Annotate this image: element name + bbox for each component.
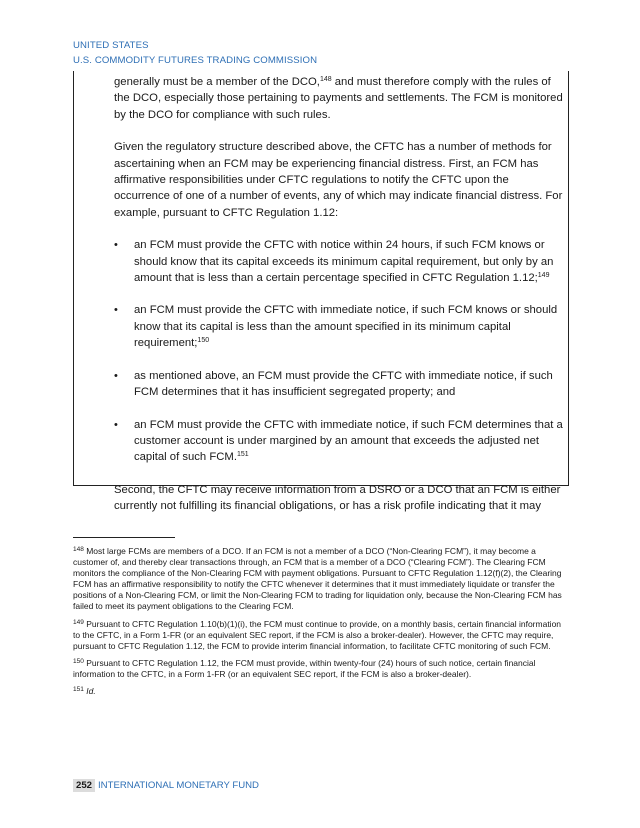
footnote-number: 149 [73, 618, 84, 626]
footnote-ref-150[interactable]: 150 [197, 337, 210, 345]
paragraph-3: Second, the CFTC may receive information from a DSRO or a DCO that an FCM is either currently not fulfilling its financial obligations, or has a risk profile indicating that it may [114, 483, 561, 513]
bullet-icon: • [114, 369, 118, 382]
page-number: 252 [73, 779, 95, 792]
bullet-1-text: an FCM must provide the CFTC with notice within 24 hours, if such FCM knows or should know that its capital exceeds its minimum capital requirement, but only by an amount that is less than a certain percentage specified in CFTC Regulation 1.12; [134, 239, 554, 285]
header-agency: U.S. COMMODITY FUTURES TRADING COMMISSION [73, 55, 318, 66]
bullet-item-1 [114, 237, 564, 286]
footnote-number: 150 [73, 657, 84, 665]
boxed-text-body [114, 74, 564, 515]
paragraph-1 [114, 74, 564, 123]
page-header [73, 38, 317, 68]
bullet-4-text: an FCM must provide the CFTC with immediate notice, if such FCM determines that a customer account is under margined by an amount that exceeds the adjusted net capital of such FCM. [134, 418, 563, 464]
footnote-ref-148[interactable]: 148 [319, 76, 332, 83]
footnote-151 [73, 686, 569, 697]
footnote-149 [73, 619, 569, 652]
bullet-icon: • [114, 239, 118, 252]
paragraph-1-text-a: generally must be a member of the DCO, [114, 76, 320, 88]
paragraph-2: Given the regulatory structure described above, the CFTC has a number of methods for ascertaining when an FCM may be experiencing financial distress. First, an FCM has affirmative responsibilities under CFTC regulations to notify the CFTC upon the occurrence of one of a number of events, any of which may indicate financial distress. For example, pursuant to CFTC Regulation 1.12: [114, 141, 563, 219]
bullet-item-2 [114, 302, 564, 351]
footnote-text: Pursuant to CFTC Regulation 1.12, the FCM must provide, within twenty-four (24) hours of such notice, certain financial information to the CFTC, in a Form 1-FR (or an equivalent SEC report, if the FCM is also a broker-dealer). [73, 657, 536, 679]
bullet-item-4 [114, 417, 564, 466]
footnote-150 [73, 658, 569, 680]
bullet-2-text: an FCM must provide the CFTC with immediate notice, if such FCM knows or should know that its capital is less than the amount specified in its minimum capital requirement; [134, 304, 558, 350]
footnote-text: Most large FCMs are members of a DCO. If an FCM is not a member of a DCO (“Non-Clearing FCM”), it may become a customer of, and thereby clear transactions through, an FCM that is a member of a DCO (“Clearing FCM”). The Clearing FCM monitors the compliance of the Non-Clearing FCM with payment obligations. Pursuant to CFTC Regulation 1.12(f)(2), the Clearing FCM has an affirmative responsibility to notify the CFTC whenever it determines that it must immediately liquidate or transfer the positions of a Non-Clearing FCM, or limit the Non-Clearing FCM to trading for liquidation only, because the Non-Clearing FCM has failed to meet its payment obligations to the Clearing FCM. [73, 546, 562, 612]
bullet-icon: • [114, 304, 118, 317]
footnotes-section [73, 546, 569, 703]
bullet-item-3 [114, 368, 564, 401]
bullet-icon: • [114, 418, 118, 431]
header-country: UNITED STATES [73, 40, 149, 51]
footnote-divider [73, 537, 175, 538]
footnote-148 [73, 546, 569, 613]
footnote-ref-151[interactable]: 151 [236, 451, 249, 459]
footnote-number: 148 [73, 546, 84, 553]
page-footer [73, 780, 259, 791]
bullet-3-text: as mentioned above, an FCM must provide the CFTC with immediate notice, if such FCM determines that it has insufficient segregated property; and [134, 369, 553, 399]
footnote-text: Pursuant to CFTC Regulation 1.10(b)(1)(i), the FCM must continue to provide, on a monthly basis, certain financial information to the CFTC, in a Form 1-FR (or an equivalent SEC report, if the FCM is also a broker-dealer). However, the CFTC may require, pursuant to CFTC Regulation 1.12, the FCM to provide interim financial information, to facilitate CFTC monitoring of such FCM. [73, 618, 562, 651]
footnote-text: Id. [86, 686, 96, 697]
paragraph-1-text-b: and must therefore comply with the rules of the DCO, especially those pertaining to payments and settlements. The FCM is monitored by the DCO for compliance with such rules. [114, 76, 563, 121]
footer-publisher: INTERNATIONAL MONETARY FUND [98, 780, 259, 791]
boxed-text-panel [73, 71, 569, 513]
footnote-number: 151 [73, 686, 84, 694]
footnote-ref-149[interactable]: 149 [537, 272, 550, 280]
